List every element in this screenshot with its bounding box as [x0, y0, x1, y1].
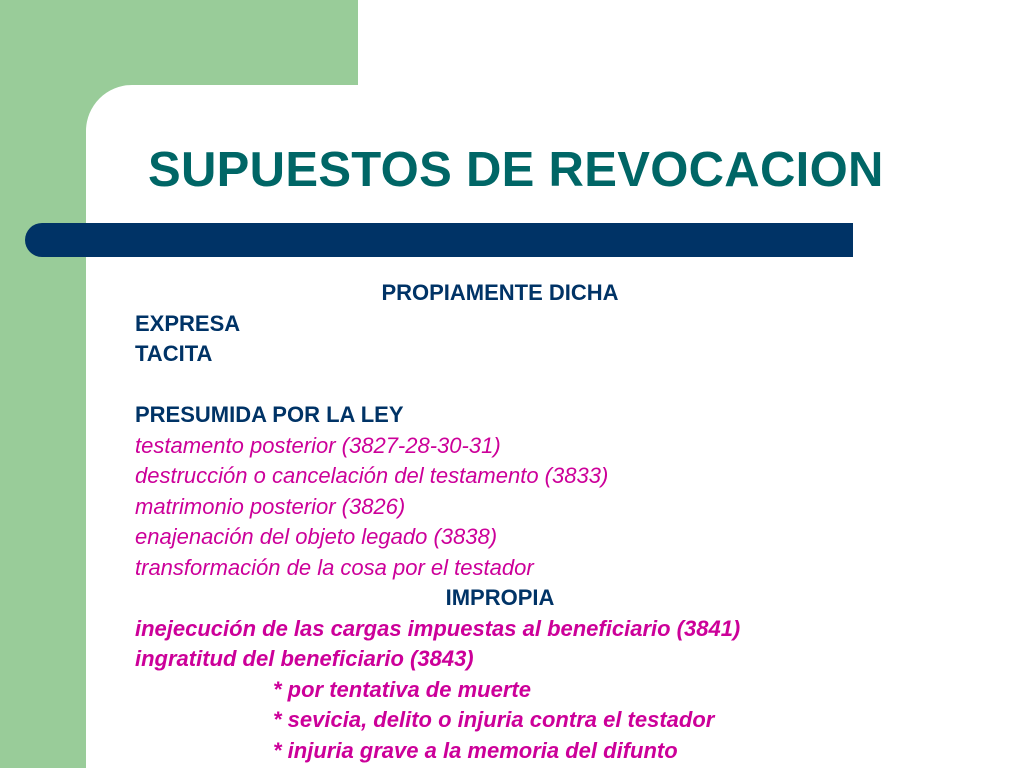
list-item: destrucción o cancelación del testamento (3833)	[135, 463, 609, 488]
sub-list-item: * injuria grave a la memoria del difunto	[273, 737, 678, 763]
section-heading-propiamente-dicha: PROPIAMENTE DICHA	[381, 280, 619, 305]
item-tacita: TACITA	[135, 341, 213, 366]
list-item: ingratitud del beneficiario (3843)	[135, 646, 474, 671]
sub-list-item: * sevicia, delito o injuria contra el testador	[273, 707, 715, 732]
sub-list-item: * por tentativa de muerte	[273, 676, 531, 702]
item-expresa: EXPRESA	[135, 310, 241, 336]
section-heading-impropia: IMPROPIA	[445, 585, 555, 610]
list-item: transformación de la cosa por el testador	[135, 554, 534, 580]
title-underline-bar	[25, 223, 853, 257]
slide-title: SUPUESTOS DE REVOCACION	[148, 143, 884, 197]
spacer	[135, 370, 865, 401]
slide-body	[135, 278, 865, 766]
list-item: matrimonio posterior (3826)	[135, 493, 406, 519]
list-item: testamento posterior (3827-28-30-31)	[135, 432, 501, 458]
subheading-presumida: PRESUMIDA POR LA LEY	[135, 402, 404, 427]
list-item: inejecución de las cargas impuestas al beneficiario (3841)	[135, 615, 741, 641]
list-item: enajenación del objeto legado (3838)	[135, 524, 498, 549]
